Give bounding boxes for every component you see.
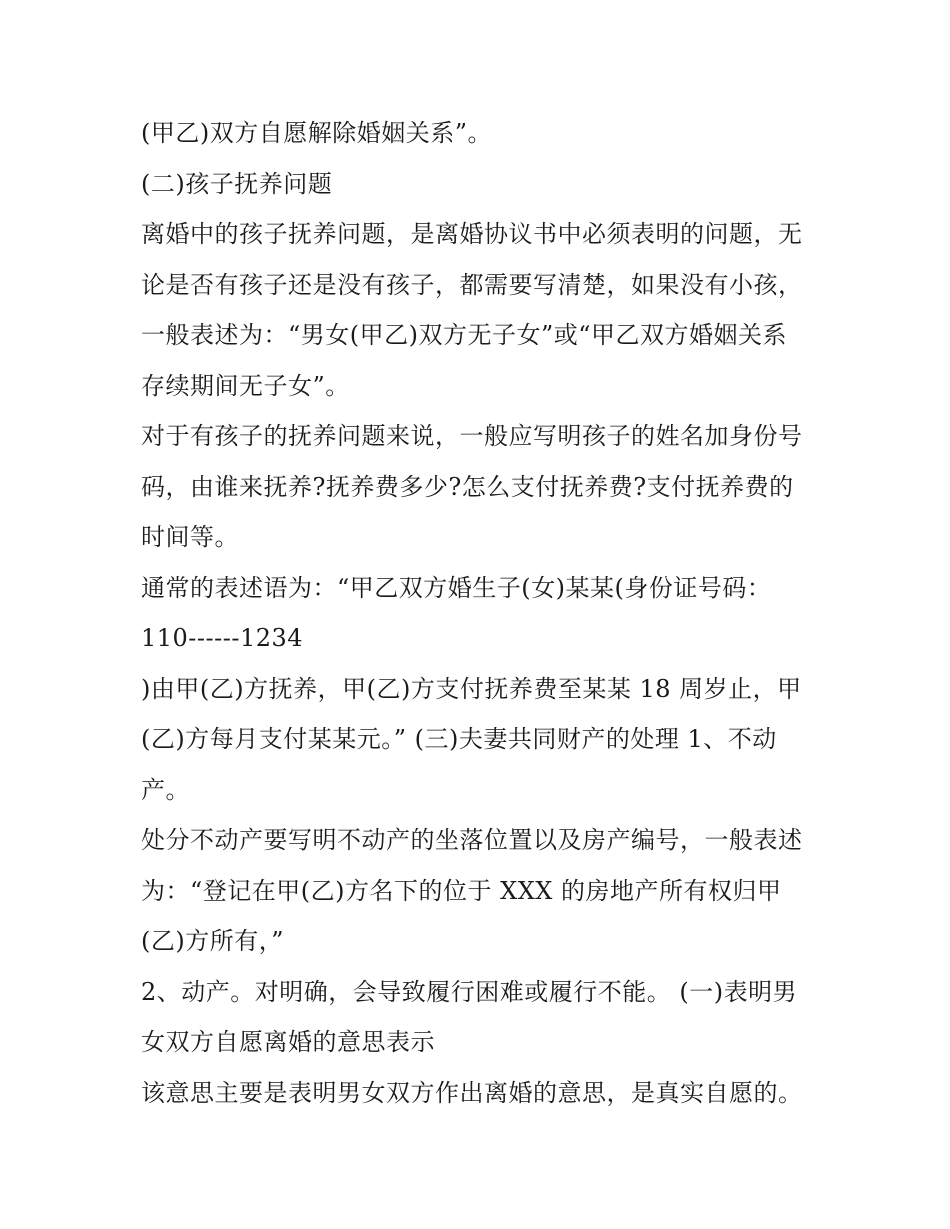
text-line: 时间等。 xyxy=(141,523,239,551)
text-line: (乙)方每月支付某某元。” (三)夫妻共同财产的处理 1、不动 xyxy=(141,725,777,753)
text-line: 存续期间无子女”。 xyxy=(141,371,350,400)
text-line: (甲乙)双方自愿解除婚姻关系”。 xyxy=(141,119,492,147)
text-line: 对于有孩子的抚养问题来说，一般应写明孩子的姓名加身份号 xyxy=(141,422,803,450)
section-heading: (二)孩子抚养问题 xyxy=(141,169,333,198)
text-line: 为：“登记在甲(乙)方名下的位于 XXX 的房地产所有权归甲 xyxy=(141,876,782,905)
text-line: 产。 xyxy=(141,775,190,804)
text-line: 110------1234 xyxy=(141,624,304,652)
text-line: 一般表述为：“男女(甲乙)双方无子女”或“甲乙双方婚姻关系 xyxy=(141,321,788,349)
text-line: )由甲(乙)方抚养，甲(乙)方支付抚养费至某某 18 周岁止，甲 xyxy=(141,674,802,703)
text-line: 论是否有孩子还是没有孩子，都需要写清楚，如果没有小孩， xyxy=(141,270,803,299)
document-body xyxy=(141,108,831,1118)
text-line: 2、动产。对明确，会导致履行困难或履行不能。 (一)表明男 xyxy=(141,977,798,1006)
text-line: 离婚中的孩子抚养问题，是离婚协议书中必须表明的问题，无 xyxy=(141,220,803,248)
text-line: 通常的表述语为：“甲乙双方婚生子(女)某某(身份证号码： xyxy=(141,573,772,602)
text-line: 女双方自愿离婚的意思表示 xyxy=(141,1028,435,1056)
text-line: 码，由谁来抚养?抚养费多少?怎么支付抚养费?支付抚养费的 xyxy=(141,472,794,501)
text-line: 该意思主要是表明男女双方作出离婚的意思，是真实自愿的。 xyxy=(141,1078,803,1107)
text-line: 处分不动产要写明不动产的坐落位置以及房产编号，一般表述 xyxy=(141,826,803,854)
text-line: (乙)方所有，” xyxy=(141,927,284,955)
